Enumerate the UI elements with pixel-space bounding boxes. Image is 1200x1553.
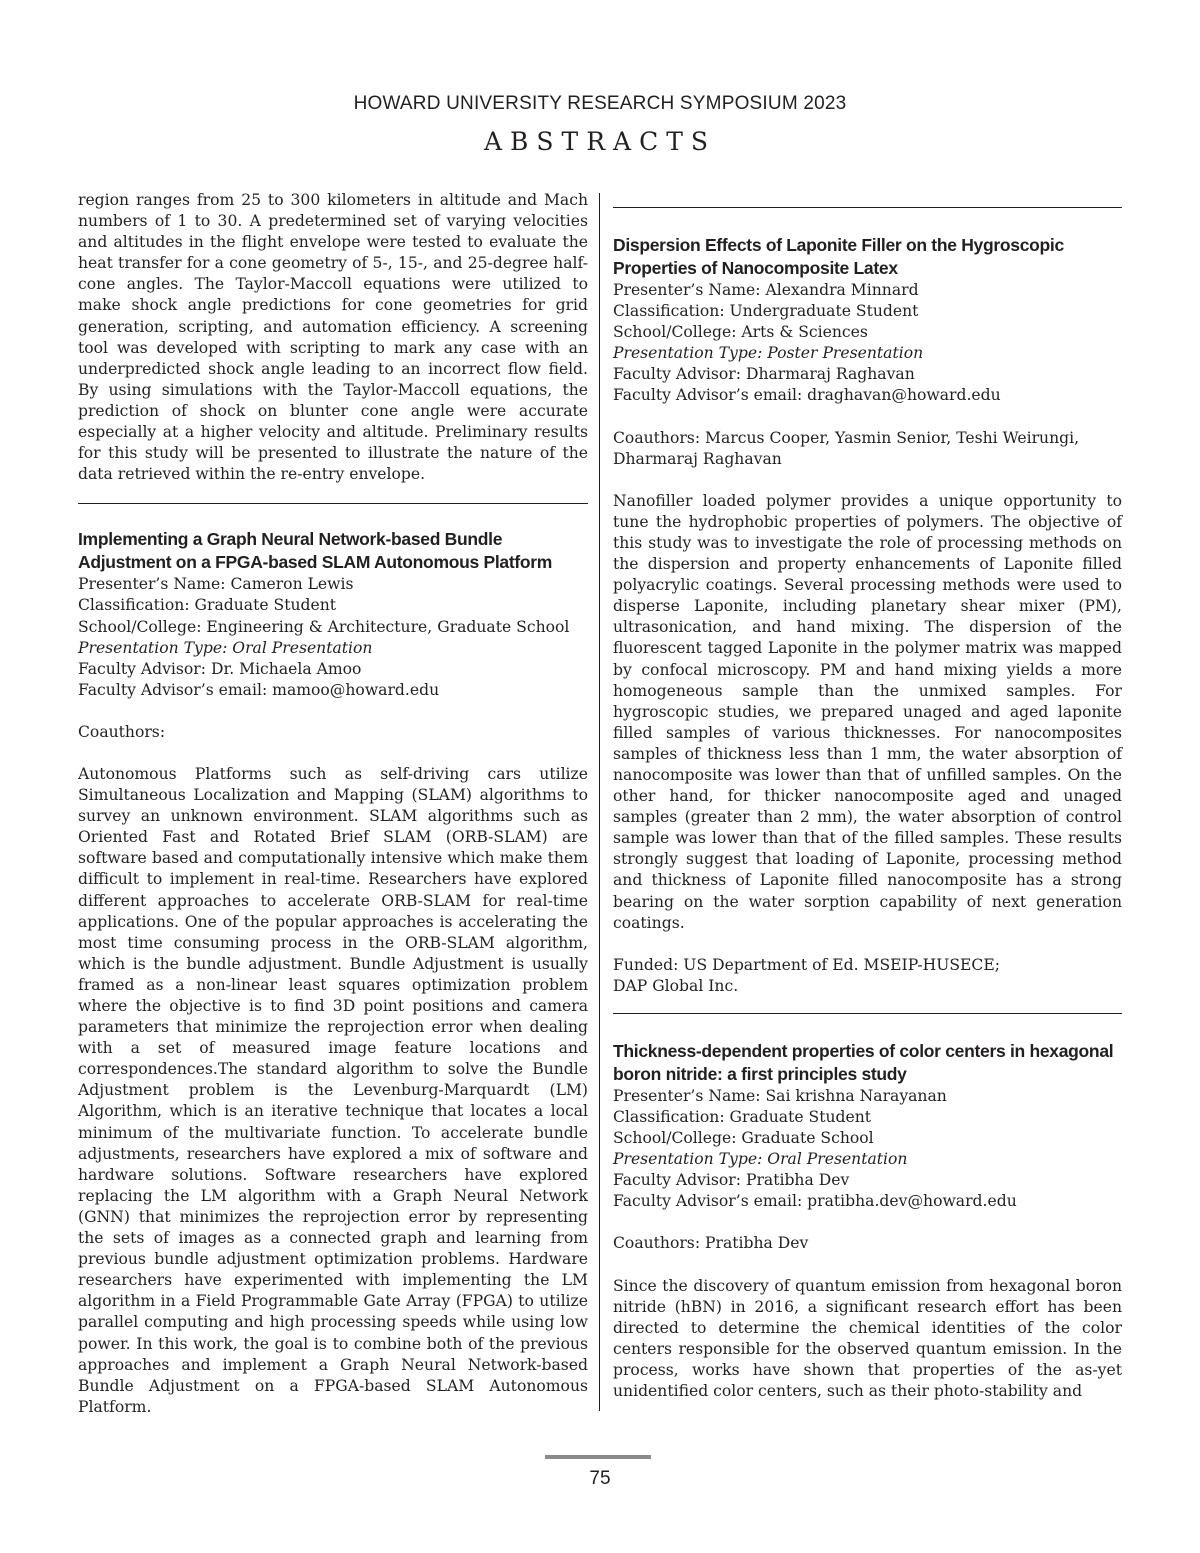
coauthors: Coauthors: xyxy=(78,722,166,741)
abstract-separator xyxy=(613,1013,1122,1014)
column-divider xyxy=(599,193,600,1411)
faculty-advisor-email: Faculty Advisor’s email: draghavan@howard.edu xyxy=(613,386,1001,405)
abstract-separator xyxy=(78,503,588,504)
abstract-title: Thickness-dependent properties of color centers in hexagonal boron nitride: a first principles study xyxy=(613,1040,1114,1084)
classification: Classification: Graduate Student xyxy=(78,596,337,615)
school-college: School/College: Arts & Sciences xyxy=(613,323,868,342)
faculty-advisor: Faculty Advisor: Dharmaraj Raghavan xyxy=(613,365,915,384)
abstract-meta xyxy=(78,574,588,701)
faculty-advisor: Faculty Advisor: Pratibha Dev xyxy=(613,1171,850,1190)
presentation-type: Presentation Type: Poster Presentation xyxy=(613,344,924,363)
presenter-name: Presenter’s Name: Alexandra Minnard xyxy=(613,281,919,299)
abstract-meta xyxy=(613,280,1122,407)
faculty-advisor: Faculty Advisor: Dr. Michaela Amoo xyxy=(78,659,362,678)
faculty-advisor-email: Faculty Advisor’s email: mamoo@howard.edu xyxy=(78,680,440,699)
funding-line: DAP Global Inc. xyxy=(613,976,739,995)
school-college: School/College: Graduate School xyxy=(613,1129,874,1148)
presentation-type: Presentation Type: Oral Presentation xyxy=(613,1150,908,1169)
page-number: 75 xyxy=(589,1468,611,1489)
faculty-advisor-email: Faculty Advisor’s email: pratibha.dev@howard.edu xyxy=(613,1192,1017,1211)
abstract-title: Dispersion Effects of Laponite Filler on the Hygroscopic Properties of Nanocomposite Latex xyxy=(613,235,1064,278)
presenter-name: Presenter’s Name: Cameron Lewis xyxy=(78,575,354,594)
presentation-type: Presentation Type: Oral Presentation xyxy=(78,638,373,657)
funding xyxy=(613,955,1122,997)
abstract-title: Implementing a Graph Neural Network-based Bundle Adjustment on a FPGA-based SLAM Autonomous Platform xyxy=(78,529,553,573)
coauthors: Coauthors: Pratibha Dev xyxy=(613,1234,809,1253)
classification: Classification: Graduate Student xyxy=(613,1108,872,1126)
school-college: School/College: Engineering & Architecture, Graduate School xyxy=(78,617,570,636)
abstract-body: Since the discovery of quantum emission from hexagonal boron nitride (hBN) in 2016, a significant research effort has been directed to determine the chemical identities of the color centers responsible for the observed quantum emission. In the process, works have shown that properties of the as-yet unidentified color centers, such as their photo-stability and xyxy=(613,1276,1122,1401)
classification: Classification: Undergraduate Student xyxy=(613,302,919,321)
abstract-separator xyxy=(613,207,1122,208)
abstract-continuation: region ranges from 25 to 300 kilometers in altitude and Mach numbers of 1 to 30. A predetermined set of varying velocities and altitudes in the flight envelope were tested to evaluate the heat transfer for a cone geometry of 5-, 15-, and 25-degree half-cone angles. The Taylor-Maccoll equations were utilized to make shock angle predictions for cone geometries for grid generation, scripting, and automation efficiency. A screening tool was developed with scripting to mark any case with an underpredicted shock angle leading to an incorrect flow field. By using simulations with the Taylor-Maccoll equations, the prediction of shock on blunter cone angle were accurate especially at a higher velocity and altitude. Preliminary results for this study will be presented to illustrate the nature of the data retrieved within the re-entry envelope. xyxy=(78,191,588,484)
abstract-body: Nanofiller loaded polymer provides a unique opportunity to tune the hydrophobic properties of polymers. The objective of this study was to investigate the role of processing methods on the dispersion and property enhancements of Laponite filled polyacrylic coatings. Several processing methods were used to disperse Laponite, including planetary shear mixer (PM), ultrasonication, and hand mixing. The dispersion of the fluorescent tagged Laponite in the polymer matrix was mapped by confocal microscopy. PM and hand mixing yields a more homogeneous sample than the unmixed samples. For hygroscopic studies, we prepared unaged and aged laponite filled samples of various thicknesses. For nanocomposites samples of thickness less than 1 mm, the water absorption of nanocomposite was lower than that of unfilled samples. On the other hand, for thicker nanocomposite aged and unaged samples (greater than 2 mm), the water absorption of control sample was lower than that of the filled samples. These results strongly suggest that loading of Laponite, processing method and thickness of Laponite filled nanocomposite has a strong bearing on the water sorption capability of next generation coatings. xyxy=(613,491,1122,932)
abstract-meta xyxy=(613,1086,1122,1213)
right-column xyxy=(613,190,1122,1402)
abstract-block xyxy=(78,528,588,1418)
section-title: ABSTRACTS xyxy=(483,127,717,156)
funding-line: Funded: US Department of Ed. MSEIP-HUSECE; xyxy=(613,955,1000,974)
left-column xyxy=(78,190,588,1418)
symposium-title: HOWARD UNIVERSITY RESEARCH SYMPOSIUM 2023 xyxy=(353,93,847,114)
footer-rule xyxy=(545,1455,651,1459)
abstract-block xyxy=(613,234,1122,997)
presenter-name: Presenter’s Name: Sai krishna Narayanan xyxy=(613,1086,947,1105)
coauthors: Coauthors: Marcus Cooper, Yasmin Senior, Teshi Weirungi, Dharmaraj Raghavan xyxy=(613,428,1080,468)
abstract-block xyxy=(613,1040,1122,1402)
abstract-body: Autonomous Platforms such as self-driving cars utilize Simultaneous Localization and Mapping (SLAM) algorithms to survey an unknown environment. SLAM algorithms such as Oriented Fast and Rotated Brief SLAM (ORB-SLAM) are software based and computationally intensive which make them difficult to implement in real-time. Researchers have explored different approaches to accelerate ORB-SLAM for real-time applications. One of the popular approaches is accelerating the most time consuming process in the ORB-SLAM algorithm, which is the bundle adjustment. Bundle Adjustment is usually framed as a non-linear least squares optimization problem where the objective is to find 3D point positions and camera parameters that minimize the reprojection error when dealing with a set of measured image feature locations and correspondences.The standard algorithm to solve the Bundle Adjustment problem is the Levenburg-Marquardt (LM) Algorithm, which is an iterative technique that locates a local minimum of the multivariate function. To accelerate bundle adjustments, researchers have explored a mix of software and hardware solutions. Software researchers have explored replacing the LM algorithm with a Graph Neural Network (GNN) that minimizes the reprojection error by representing the sets of images as a connected graph and learning from previous bundle adjustment optimization problems. Hardware researchers have experimented with implementing the LM algorithm in a Field Programmable Gate Array (FPGA) to utilize parallel computing and high processing speeds while using low power. In this work, the goal is to combine both of the previous approaches and implement a Graph Neural Network-based Bundle Adjustment on a FPGA-based SLAM Autonomous Platform. xyxy=(78,764,588,1416)
